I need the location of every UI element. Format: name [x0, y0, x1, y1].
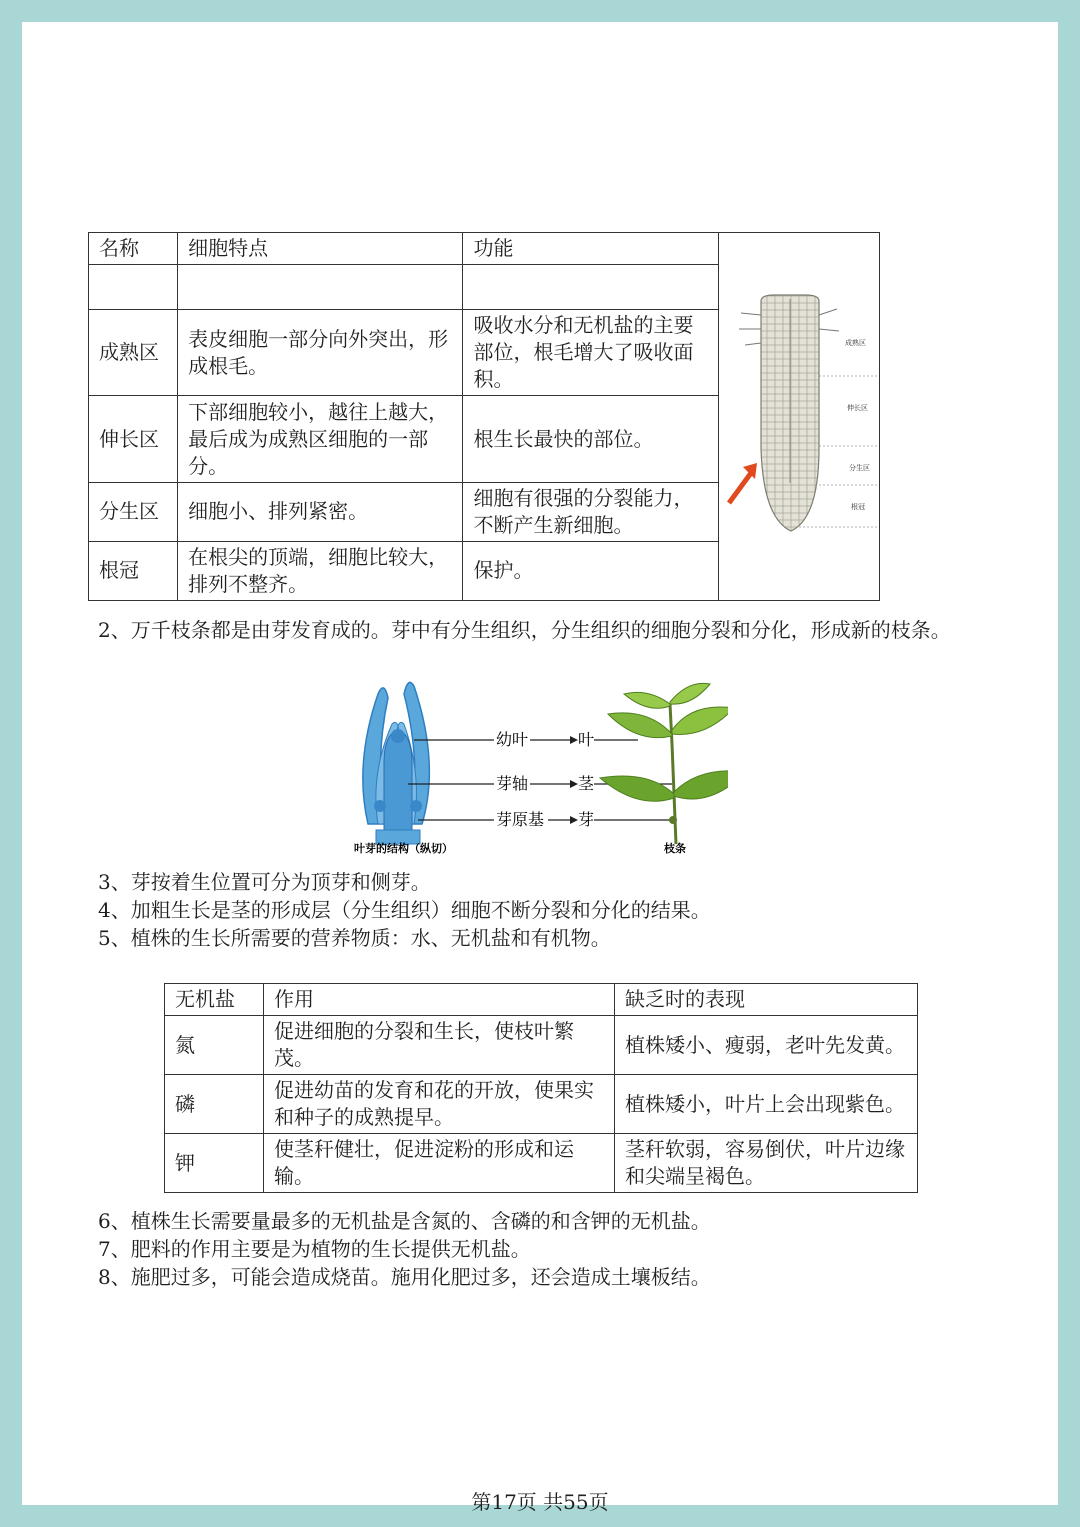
label-maturation-zone: 成熟区 — [844, 339, 866, 347]
zone-features: 下部细胞较小，越往上越大，最后成为成熟区细胞的一部分。 — [178, 396, 463, 482]
bud-part-label: 芽轴 — [496, 774, 529, 793]
mineral-name: 氮 — [165, 1016, 264, 1075]
zone-features: 表皮细胞一部分向外突出，形成根毛。 — [178, 310, 463, 396]
table-row — [165, 1016, 918, 1075]
bud-section-caption: 叶芽的结构（纵切） — [354, 842, 453, 854]
mineral-deficiency: 植株矮小、瘦弱，老叶先发黄。 — [615, 1016, 918, 1075]
mineral-effect: 使茎秆健壮，促进淀粉的形成和运输。 — [264, 1134, 615, 1193]
paragraph-6: 6、植株生长需要量最多的无机盐是含氮的、含磷的和含钾的无机盐。 — [98, 1209, 711, 1233]
root-zone-table — [88, 232, 880, 601]
mineral-effect: 促进幼苗的发育和花的开放，使果实和种子的成熟提早。 — [264, 1075, 615, 1134]
bud-part-label: 芽原基 — [496, 810, 545, 829]
mineral-deficiency: 植株矮小，叶片上会出现紫色。 — [615, 1075, 918, 1134]
page-number: 第17页 共55页 — [471, 1490, 609, 1514]
mineral-effect: 促进细胞的分裂和生长，使枝叶繁茂。 — [264, 1016, 615, 1075]
zone-function: 保护。 — [463, 541, 718, 600]
paragraph-4: 4、加粗生长是茎的形成层（分生组织）细胞不断分裂和分化的结果。 — [98, 898, 711, 922]
paragraph-5: 5、植株的生长所需要的营养物质：水、无机盐和有机物。 — [98, 926, 611, 950]
mineral-name: 钾 — [165, 1134, 264, 1193]
paragraph-7: 7、肥料的作用主要是为植物的生长提供无机盐。 — [98, 1237, 531, 1261]
paragraph-2: 2、万千枝条都是由芽发育成的。芽中有分生组织，分生组织的细胞分裂和分化，形成新的枝条。 — [98, 618, 951, 642]
table-header-row — [89, 233, 880, 265]
header-mineral: 无机盐 — [165, 984, 264, 1016]
plant-part-label: 芽 — [578, 810, 595, 829]
paragraph-8: 8、施肥过多，可能会造成烧苗。施用化肥过多，还会造成土壤板结。 — [98, 1265, 711, 1289]
plant-part-label: 茎 — [578, 774, 595, 793]
label-root-cap: 根冠 — [850, 503, 865, 511]
header-effect: 作用 — [264, 984, 615, 1016]
bud-structure-figure — [348, 674, 728, 854]
red-arrow-icon — [729, 473, 751, 503]
zone-function: 吸收水分和无机盐的主要部位，根毛增大了吸收面积。 — [463, 310, 718, 396]
bud-part-label: 幼叶 — [496, 730, 529, 749]
table-row — [165, 1075, 918, 1134]
zone-function: 细胞有很强的分裂能力，不断产生新细胞。 — [463, 482, 718, 541]
header-function: 功能 — [463, 233, 718, 265]
root-tip-diagram — [719, 233, 879, 593]
mineral-deficiency: 茎秆软弱，容易倒伏，叶片边缘和尖端呈褐色。 — [615, 1134, 918, 1193]
header-name: 名称 — [89, 233, 178, 265]
zone-name: 分生区 — [89, 482, 178, 541]
branch-caption: 枝条 — [664, 842, 686, 854]
table-header-row — [165, 984, 918, 1016]
plant-part-label: 叶 — [578, 730, 595, 749]
zone-name: 伸长区 — [89, 396, 178, 482]
zone-name: 成熟区 — [89, 310, 178, 396]
document-page — [22, 22, 1058, 1514]
zone-name: 根冠 — [89, 541, 178, 600]
zone-features: 在根尖的顶端，细胞比较大，排列不整齐。 — [178, 541, 463, 600]
paragraph-3: 3、芽按着生位置可分为顶芽和侧芽。 — [98, 870, 431, 894]
mineral-name: 磷 — [165, 1075, 264, 1134]
mineral-table — [164, 983, 918, 1193]
header-deficiency: 缺乏时的表现 — [615, 984, 918, 1016]
root-tip-diagram-cell — [718, 233, 879, 601]
zone-features: 细胞小、排列紧密。 — [178, 482, 463, 541]
label-elongation-zone: 伸长区 — [846, 404, 868, 412]
zone-function: 根生长最快的部位。 — [463, 396, 718, 482]
table-row — [165, 1134, 918, 1193]
label-meristem-zone: 分生区 — [848, 464, 870, 472]
header-features: 细胞特点 — [178, 233, 463, 265]
